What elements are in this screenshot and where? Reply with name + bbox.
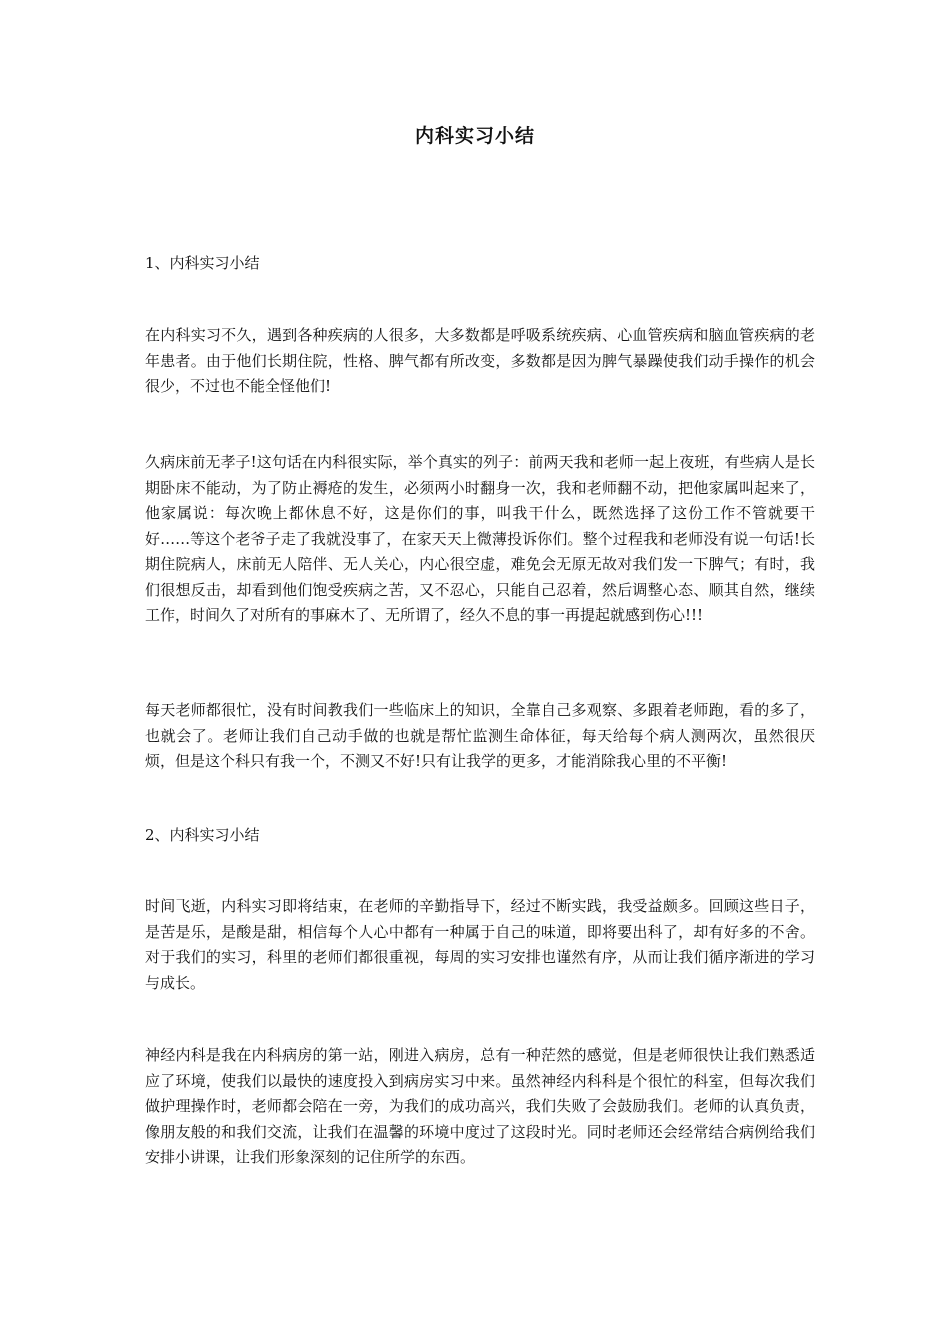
section-heading-1: 1、内科实习小结 — [145, 254, 260, 272]
paragraph: 每天老师都很忙，没有时间教我们一些临床上的知识，全靠自己多观察、多跟着老师跑，看的多了，也就会了。老师让我们自己动手做的也就是帮忙监测生命体征，每天给每个病人测两次，虽然很厌烦，但是这个科只有我一个，不测又不好!只有让我学的更多，才能消除我心里的不平衡! — [145, 701, 815, 770]
paragraph: 在内科实习不久，遇到各种疾病的人很多，大多数都是呼吸系统疾病、心血管疾病和脑血管疾病的老年患者。由于他们长期住院，性格、脾气都有所改变，多数都是因为脾气暴躁使我们动手操作的机会很少，不过也不能全怪他们! — [145, 326, 815, 395]
paragraph: 时间飞逝，内科实习即将结束，在老师的辛勤指导下，经过不断实践，我受益颇多。回顾这些日子，是苦是乐，是酸是甜，相信每个人心中都有一种属于自己的味道，即将要出科了，却有好多的不舍。对于我们的实习，科里的老师们都很重视，每周的实习安排也谨然有序，从而让我们循序渐进的学习与成长。 — [145, 897, 815, 992]
paragraph: 神经内科是我在内科病房的第一站，刚进入病房，总有一种茫然的感觉，但是老师很快让我们熟悉适应了环境，使我们以最快的速度投入到病房实习中来。虽然神经内科科是个很忙的科室，但每次我们做护理操作时，老师都会陪在一旁，为我们的成功高兴，我们失败了会鼓励我们。老师的认真负责，像朋友般的和我们交流，让我们在温馨的环境中度过了这段时光。同时老师还会经常结合病例给我们安排小讲课，让我们形象深刻的记住所学的东西。 — [145, 1046, 815, 1166]
paragraph: 久病床前无孝子!这句话在内科很实际，举个真实的列子：前两天我和老师一起上夜班，有些病人是长期卧床不能动，为了防止褥疮的发生，必须两小时翻身一次，我和老师翻不动，把他家属叫起来了，他家属说：每次晚上都休息不好，这是你们的事，叫我干什么，既然选择了这份工作不管就要干好……等这个老爷子走了我就没事了，在家天天上微薄投诉你们。整个过程我和老师没有说一句话!长期住院病人，床前无人陪伴、无人关心，内心很空虚，难免会无原无故对我们发一下脾气；有时，我们很想反击，却看到他们饱受疾病之苦，又不忍心，只能自己忍着，然后调整心态、顺其自然，继续工作，时间久了对所有的事麻木了、无所谓了，经久不息的事一再提起就感到伤心!!! — [145, 453, 815, 624]
page-title: 内科实习小结 — [414, 125, 535, 147]
section-heading-2: 2、内科实习小结 — [145, 826, 260, 844]
